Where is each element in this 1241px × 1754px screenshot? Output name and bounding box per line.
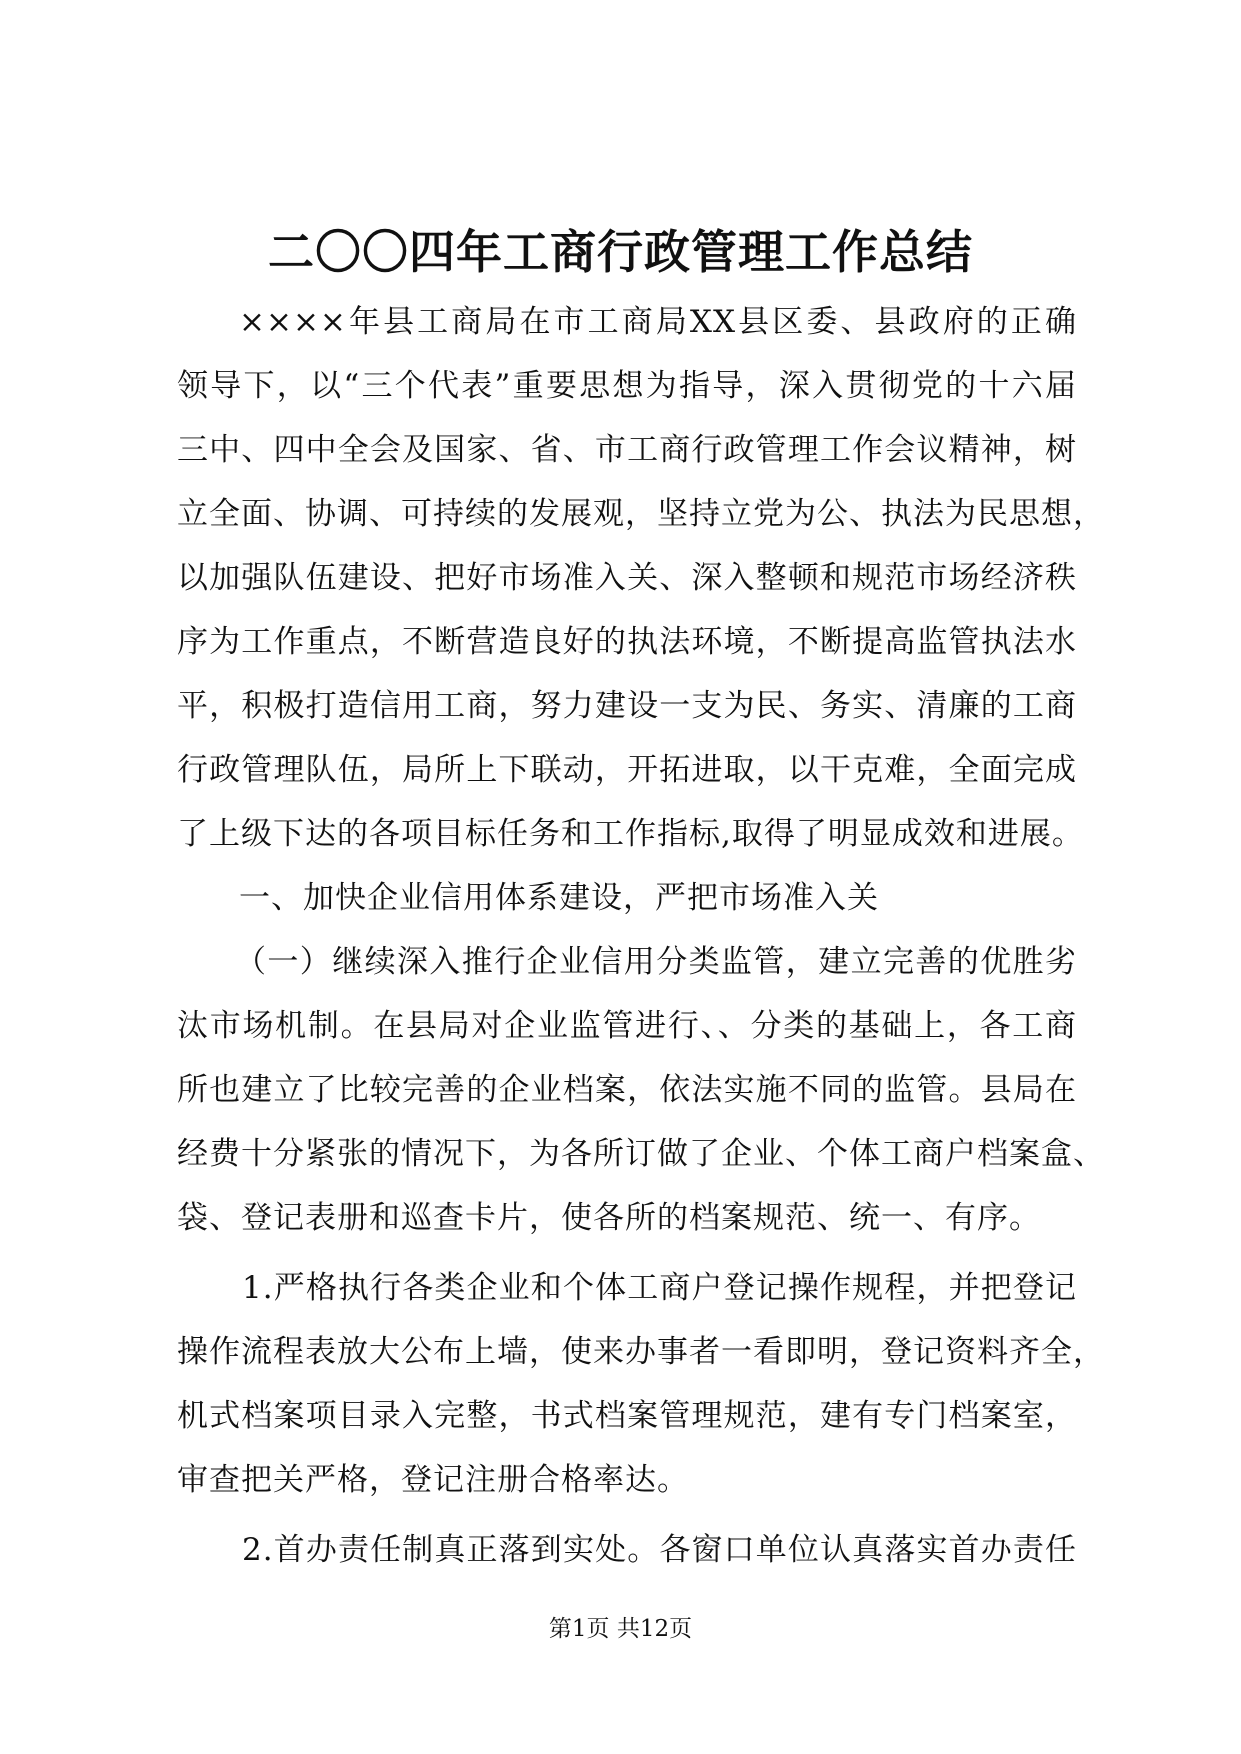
paragraph-line: 三中、四中全会及国家、省、市工商行政管理工作会议精神，树 [177, 432, 1077, 468]
document-body [177, 290, 1105, 1582]
paragraph-line: 领导下，以“三个代表”重要思想为指导，深入贯彻党的十六届 [177, 368, 1077, 404]
paragraph-line: 机式档案项目录入完整，书式档案管理规范，建有专门档案室， [177, 1398, 1077, 1434]
paragraph-line: 1.严格执行各类企业和个体工商户登记操作规程，并把登记 [242, 1270, 1077, 1306]
paragraph-line: 行政管理队伍，局所上下联动，开拓进取，以干克难，全面完成 [177, 752, 1077, 788]
paragraph-line: 立全面、协调、可持续的发展观，坚持立党为公、执法为民思想， [177, 496, 1105, 532]
paragraph-line: 汰市场机制。在县局对企业监管进行、、分类的基础上，各工商 [177, 1008, 1077, 1044]
paragraph-line: 所也建立了比较完善的企业档案，依法实施不同的监管。县局在 [177, 1072, 1077, 1108]
page-footer: 第1页 共12页 [548, 1616, 693, 1642]
paragraph-line: 了上级下达的各项目标任务和工作指标,取得了明显成效和进展。 [177, 816, 1084, 852]
paragraph-line: 平，积极打造信用工商，努力建设一支为民、务实、清廉的工商 [177, 688, 1077, 724]
paragraph-line: 审查把关严格，登记注册合格率达。 [177, 1462, 689, 1498]
paragraph-line: 操作流程表放大公布上墙，使来办事者一看即明，登记资料齐全， [177, 1334, 1105, 1370]
document-title: 二〇〇四年工商行政管理工作总结 [268, 225, 973, 279]
paragraph-line: 经费十分紧张的情况下，为各所订做了企业、个体工商户档案盒、 [177, 1136, 1105, 1172]
paragraph-line: （一）继续深入推行企业信用分类监管，建立完善的优胜劣 [235, 944, 1077, 980]
paragraph-line: 袋、登记表册和巡查卡片，使各所的档案规范、统一、有序。 [177, 1200, 1041, 1236]
paragraph-line: 以加强队伍建设、把好市场准入关、深入整顿和规范市场经济秩 [177, 560, 1077, 596]
paragraph-line: 2.首办责任制真正落到实处。各窗口单位认真落实首办责任 [242, 1532, 1077, 1568]
paragraph-line: ××××年县工商局在市工商局XX县区委、县政府的正确 [239, 304, 1077, 340]
section-heading: 一、加快企业信用体系建设，严把市场准入关 [239, 880, 879, 916]
paragraph-line: 序为工作重点，不断营造良好的执法环境，不断提高监管执法水 [177, 624, 1077, 660]
